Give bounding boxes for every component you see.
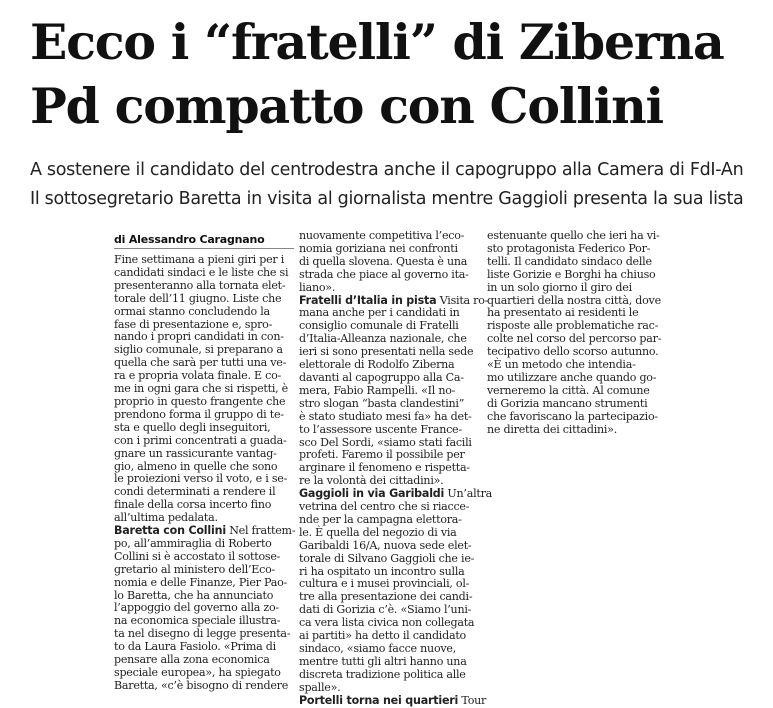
article-text-line: Fine settimana a pieni giri per i [114, 253, 285, 266]
article-text-line: le. È quella del negozio di via [299, 525, 457, 539]
article-text-line: elettorale di Rodolfo Ziberna [299, 358, 455, 372]
section-lead-text: Tour [458, 693, 487, 707]
article-text-line: dati di Gorizia c’è. «Siamo l’uni- [299, 603, 472, 617]
article-text-line: di Gorizia mancano strumenti [487, 396, 648, 410]
article-text-line: è stato studiato mesi fa» ha det- [299, 409, 472, 423]
article-text-line: to da Laura Fasiolo. «Prima di [114, 640, 276, 654]
article-text-line: consiglio comunale di Fratelli [299, 319, 459, 333]
section-subhead: Baretta con Collini [114, 524, 226, 538]
article-text-line: presenteranno alla tornata elet- [114, 278, 286, 292]
section-lead-text: Visita ro- [436, 293, 489, 307]
article-text-line: gio, almeno in quelle che sono [114, 459, 278, 473]
article-text-line: po, all’ammiraglia di Roberto [114, 536, 272, 550]
article-text-line: nde per la campagna elettora- [299, 512, 462, 526]
article-column-2 [299, 229, 492, 708]
article-text-line: Collini si è accostato il sottose- [114, 549, 281, 563]
article-text-line: tre alla presentazione dei candi- [299, 590, 473, 604]
headline [30, 10, 765, 138]
article-text-line: torale di Silvano Gaggioli che ie- [299, 551, 475, 565]
section-lead-line [299, 693, 487, 708]
article-text-line: ieri si sono presentati nella sede [299, 345, 474, 359]
article-text-line: fase di presentazione e, spro- [114, 317, 273, 331]
article-text-line: verneremo la città. Al comune [487, 383, 650, 397]
article-text-line: davanti al capogruppo alla Ca- [299, 370, 464, 384]
subheadline [30, 156, 765, 214]
article-text-line: tecipativo dello scorso autunno. [487, 345, 659, 359]
article-text-line: di quella slovena. Questa è una [299, 254, 468, 268]
article-text-line: telli. Il candidato sindaco delle [487, 254, 652, 268]
subhead-line-2: Il sottosegretario Baretta in visita al giornalista mentre Gaggioli presenta la sua lista [30, 189, 744, 209]
article-text-line: liano». [299, 280, 336, 294]
article-text-line: re la volontà dei cittadini». [299, 474, 444, 488]
section-subhead: Gaggioli in via Garibaldi [299, 487, 445, 501]
article-text-line: lo Baretta, che ha annunciato [114, 588, 274, 602]
article-text-line: ne diretta dei cittadini». [487, 422, 617, 436]
article-text-line: condi determinati a rendere il [114, 485, 276, 499]
article-text-line: torale dell’11 giugno. Liste che [114, 291, 282, 305]
headline-line-1: Ecco i “fratelli” di Ziberna [30, 13, 724, 71]
article-text-line: all’ultima pedalata. [114, 511, 218, 525]
article-text-line: sto protagonista Federico Por- [487, 241, 651, 255]
article-column-3 [487, 230, 669, 437]
article-text-line: pensare alla zona economica [114, 653, 270, 667]
article-text-line: nando i propri candidati in con- [114, 330, 284, 344]
article-text-line: finale della corsa incerto fino [114, 498, 272, 512]
section-lead-text: Un’altra [444, 487, 492, 501]
article-column-1 [114, 254, 294, 693]
article-text-line: strada che piace al governo ita- [299, 267, 469, 281]
article-text-line: me in ogni gara che si rispetti, è [114, 382, 288, 396]
article-text-line: con i primi concentrati a guada- [114, 433, 287, 447]
article-text-line: colte nel corso del percorso par- [487, 332, 662, 346]
article-text-line: ormai stanno concludendo la [114, 304, 270, 318]
article-text-line: sindaco, «siamo facce nuove, [299, 642, 456, 655]
article-text-line: mera, Fabio Rampelli. «Il no- [299, 383, 456, 397]
article-text-line: na economica speciale illustra- [114, 614, 281, 628]
article-text-line: ta nel disegno di legge presenta- [114, 627, 291, 641]
article-text-line: gretario al ministero dell’Eco- [114, 562, 276, 576]
article-text-line: siglio comunale, si preparano a [114, 343, 283, 357]
article-text-line: mana anche per i candidati in [299, 306, 460, 320]
byline: di Alessandro Caragnano [114, 233, 294, 249]
section-lead-line [114, 525, 294, 538]
article-text-line: proprio in questo frangente che [114, 394, 286, 408]
article-text-line: sco Del Sordi, «siamo stati facili [299, 435, 472, 449]
article-text-line: mentre tutti gli altri hanno una [299, 654, 467, 668]
article-text-line: l’appoggio del governo alla zo- [114, 601, 279, 615]
article-text-line: sta e quello degli inseguitori, [114, 420, 271, 434]
section-subhead: Fratelli d’Italia in pista [299, 293, 437, 307]
section-lead-text: Nel frattem- [225, 524, 296, 538]
subhead-line-1: A sostenere il candidato del centrodestra anche il capogruppo alla Camera di FdI-An [30, 160, 744, 180]
article-text-line: to l’assessore uscente France- [299, 422, 462, 436]
article-text-line: ca vera lista civica non collegata [299, 616, 475, 630]
article-text-line: estenuante quello che ieri ha vi- [487, 229, 660, 242]
article-text-line: speciale europea», ha spiegato [114, 666, 281, 679]
article-text-line: nuovamente competitiva l’eco- [299, 229, 465, 242]
article-text-line: cultura e i musei provinciali, ol- [299, 577, 470, 591]
article-text-line: Garibaldi 16/A, nuova sede elet- [299, 538, 472, 552]
article-text-line: nomia e delle Finanze, Pier Pao- [114, 575, 288, 589]
article-text-line: quella che sarà per tutti una ve- [114, 356, 287, 370]
article-text-line: liste Gorizie e Borghi ha chiuso [487, 267, 656, 281]
headline-line-2: Pd compatto con Collini [30, 77, 663, 135]
article-text-line: vetrina del centro che si riacce- [299, 500, 470, 514]
article-text-line: nomia goriziana nei confronti [299, 241, 458, 255]
section-subhead: Portelli torna nei quartieri [299, 693, 459, 707]
article-text-line: in un solo giorno il giro dei [487, 280, 632, 294]
article-text-line: ri ha ospitato un incontro sulla [299, 564, 465, 578]
article-text-line: prendono forma il gruppo di te- [114, 407, 284, 421]
article-text-line: ra e propria volata finale. E co- [114, 369, 282, 383]
article-text-line: quartieri della nostra città, dove [487, 293, 661, 307]
article-text-line: ha presentato ai residenti le [487, 306, 639, 320]
article-text-line: risposte alle problematiche rac- [487, 319, 659, 333]
article-text-line: Baretta, «c’è bisogno di rendere [114, 678, 289, 692]
article-text-line: spalle». [299, 680, 341, 694]
article-text-line: discreta tradizione politica alle [299, 667, 466, 681]
article-text-line: mo utilizzare anche quando go- [487, 370, 657, 384]
article-text-line: stro slogan “basta clandestini” [299, 396, 465, 410]
article-text-line: candidati sindaci e le liste che si [114, 265, 289, 279]
article-text-line: che favoriscano la partecipazio- [487, 409, 658, 423]
article-text-line: profeti. Faremo il possibile per [299, 448, 465, 462]
article-text-line: le proiezioni verso il voto, e i se- [114, 472, 288, 486]
article-text-line: ai partiti» ha detto il candidato [299, 629, 466, 643]
article-text-line: arginare il fenomeno e rispetta- [299, 461, 470, 475]
article-text-line: gnare un rassicurante vantag- [114, 446, 277, 460]
article-text-line: «È un metodo che intendia- [487, 358, 636, 372]
article-text-line: d’Italia-Alleanza nazionale, che [299, 332, 467, 346]
